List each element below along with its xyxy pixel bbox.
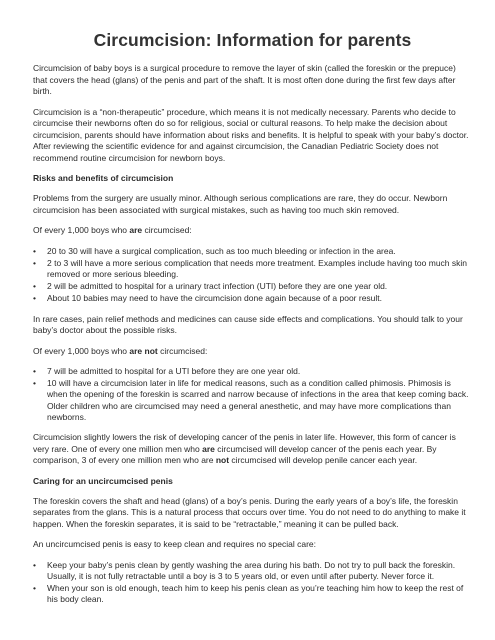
- circumcised-list: [33, 246, 472, 305]
- cancer-emphasis-are: are: [202, 443, 215, 454]
- intro-paragraph-1: Circumcision of baby boys is a surgical procedure to remove the layer of skin (called the foreskin or the prepuce) that covers the head (glans) of the penis and part of the shaft. It is most often done during the first few days after birth.: [33, 63, 456, 96]
- risks-paragraph-1: Problems from the surgery are usually minor. Although serious complications are rare, they do occur. Newborn circumcision has been associated with surgical mistakes, such as having too much skin removed.: [33, 193, 448, 215]
- intro-paragraph-2: Circumcision is a “non-therapeutic” procedure, which means it is not medically necessary. Parents who decide to circumcise their newborns often do so for religious, social or cultural reasons. To help make the decision about circumcision, parents should have information about risks and benefits. It is helpful to speak with your baby’s doctor. After reviewing the scientific evidence for and against circumcision, the Canadian Pediatric Society does not recommend routine circumcision for newborn boys.: [33, 106, 469, 163]
- list-item-text: 2 will be admitted to hospital for a urinary tract infection (UTI) before they are one year old.: [47, 281, 388, 292]
- bullet-icon: •: [33, 582, 36, 593]
- uncircumcised-intro-text-a: Of every 1,000 boys who: [33, 345, 130, 356]
- bullet-icon: •: [33, 257, 36, 268]
- care-paragraph-1: The foreskin covers the shaft and head (glans) of a boy’s penis. During the early years of a boy’s life, the foreskin separates from the glans. This is a natural process that occurs over time. You do not need to do anything to make it happen. When the foreskin separates, it is said to be “retractable,” meaning it can be pulled back.: [33, 495, 466, 529]
- circumcised-intro-emphasis: are: [129, 225, 143, 235]
- cancer-text-e: circumcised will develop penile cancer each year.: [229, 455, 418, 466]
- list-item-text: About 10 babies may need to have the circumcision done again because of a poor result.: [47, 293, 383, 304]
- cancer-text-a: Circumcision slightly lowers the risk of developing cancer of the penis in later life. However, this form of cancer is very rare. One of every one million men who: [33, 432, 456, 454]
- uncircumcised-list: [33, 366, 472, 423]
- list-item: [33, 281, 472, 292]
- list-item-text: When your son is old enough, teach him to keep his penis clean as you’re teaching him how to keep the rest of his body clean.: [47, 582, 464, 605]
- list-item: [33, 293, 472, 304]
- list-item-text: 7 will be admitted to hospital for a UTI before they are one year old.: [47, 366, 301, 377]
- bullet-icon: •: [33, 293, 36, 304]
- list-item-text: 20 to 30 will have a surgical complication, such as too much bleeding or infection in the area.: [47, 245, 396, 256]
- care-list: [33, 560, 472, 606]
- list-item: [33, 366, 472, 377]
- uncircumcised-intro-emphasis: are not: [129, 345, 158, 356]
- cancer-paragraph: [33, 432, 472, 467]
- list-item: [33, 258, 472, 280]
- bullet-icon: •: [33, 245, 36, 256]
- list-item-text: Keep your baby’s penis clean by gently washing the area during his bath. Do not try to pull back the foreskin. Usually, it is not fully retractable until a boy is 3 to 5 years old, or even until after puberty. Never force it.: [47, 559, 456, 581]
- list-item-text: 2 to 3 will have a more serious complication that needs more treatment. Examples include having too much skin removed or more serious bleeding.: [47, 257, 468, 279]
- section-heading-risks: Risks and benefits of circumcision: [33, 173, 174, 183]
- circumcised-intro-text-c: circumcised:: [142, 225, 192, 235]
- section-heading-care: Caring for an uncircumcised penis: [33, 475, 173, 486]
- care-paragraph-2: An uncircumcised penis is easy to keep clean and requires no special care:: [33, 539, 317, 550]
- cancer-emphasis-not: not: [215, 455, 230, 466]
- cancer-text-c: circumcised will develop cancer of the penis each year. By comparison, 3 of every one million men who are: [33, 443, 437, 466]
- bullet-icon: •: [33, 378, 36, 389]
- list-item: [33, 246, 472, 257]
- circumcised-intro: [33, 225, 472, 237]
- uncircumcised-intro: [33, 346, 472, 358]
- list-item-text: 10 will have a circumcision later in life for medical reasons, such as a condition called phimosis. Phimosis is when the opening of the foreskin is scarred and narrow because of infections in the area that keep coming back. Older children who are circumcised may need a general anesthetic, and may have more complications than newborns.: [47, 378, 469, 422]
- list-item: [33, 378, 472, 423]
- bullet-icon: •: [33, 281, 36, 292]
- bullet-icon: •: [33, 559, 36, 570]
- risks-paragraph-2: In rare cases, pain relief methods and medicines can cause side effects and complications. You should talk to your baby’s doctor about the possible risks.: [33, 313, 463, 336]
- uncircumcised-intro-text-c: circumcised:: [157, 345, 208, 356]
- bullet-icon: •: [33, 366, 36, 377]
- list-item: [33, 583, 472, 605]
- circumcised-intro-text-a: Of every 1,000 boys who: [33, 225, 130, 235]
- page-title: Circumcision: Information for parents: [93, 30, 412, 50]
- list-item: [33, 560, 472, 582]
